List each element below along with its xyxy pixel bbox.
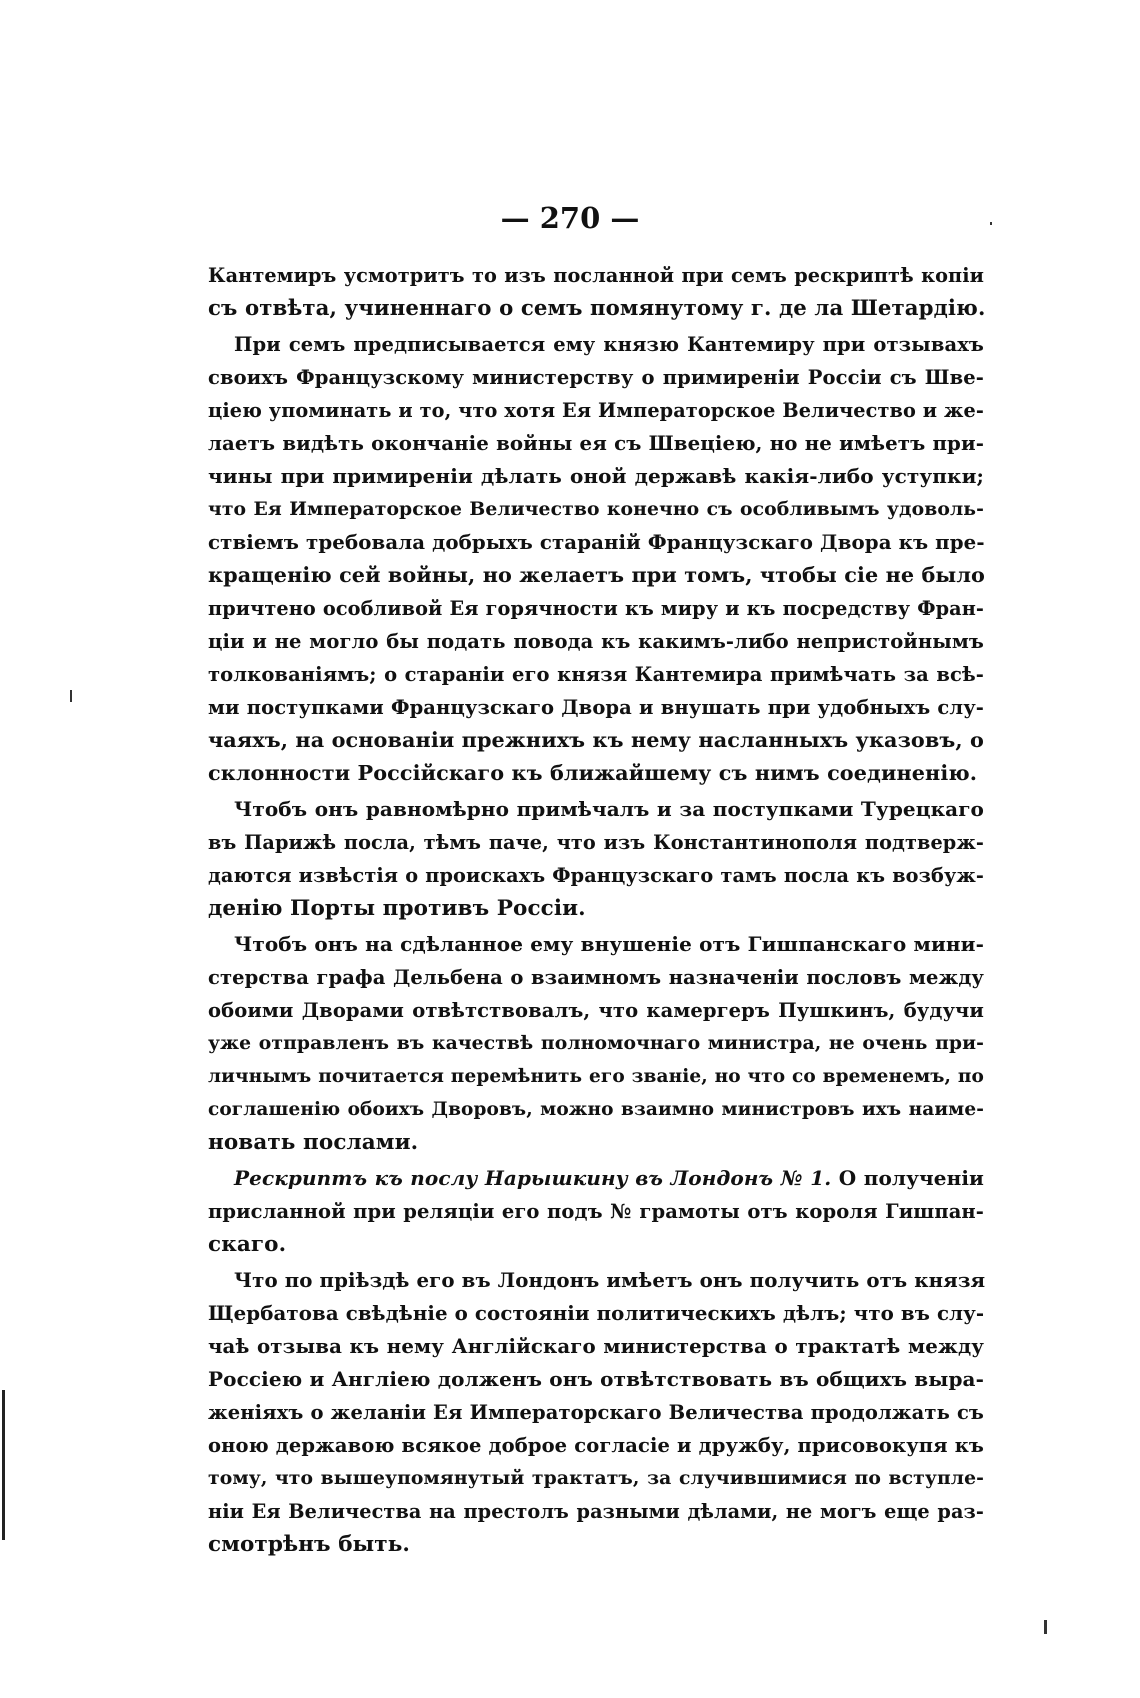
text-line: даются извѣстія о проискахъ Французскаго тамъ посла къ возбуж- bbox=[208, 864, 984, 887]
scan-mark bbox=[1044, 1620, 1047, 1634]
scan-mark bbox=[70, 690, 72, 702]
text-line: Что по пріѣздѣ его въ Лондонъ имѣетъ онъ получить отъ князя bbox=[234, 1268, 986, 1292]
rescript-title: Рескриптъ къ послу Нарышкину въ Лондонъ № 1. bbox=[234, 1166, 832, 1190]
text-line: присланной при реляціи его подъ № грамоты отъ короля Гишпан- bbox=[208, 1200, 984, 1223]
text-line: чины при примиреніи дѣлать оной державѣ какія-либо уступки; bbox=[208, 464, 984, 488]
document-body bbox=[208, 259, 984, 1561]
paragraph bbox=[208, 1264, 984, 1561]
text-line: Чтобъ онъ на сдѣланное ему внушеніе отъ Гишпанскаго мини- bbox=[234, 932, 984, 956]
page-number: — 270 — bbox=[500, 201, 640, 235]
rescript-heading-line bbox=[208, 1162, 984, 1195]
text-line: что Ея Императорское Величество конечно съ особливымъ удоволь- bbox=[208, 498, 984, 520]
text-line: уже отправленъ въ качествѣ полномочнаго министра, не очень при- bbox=[208, 1032, 984, 1054]
text-line: Чтобъ онъ равномѣрно примѣчалъ и за поступками Турецкаго bbox=[234, 797, 984, 821]
rescript-paragraph bbox=[208, 1162, 984, 1261]
text-line: стерства графа Дельбена о взаимномъ назначеніи пословъ между bbox=[208, 966, 984, 989]
paragraph bbox=[208, 928, 984, 1159]
text-line: съ отвѣта, учиненнаго о семъ помянутому г. де ла Шетардію. bbox=[208, 296, 986, 321]
text-line: При семъ предписывается ему князю Кантемиру при отзывахъ bbox=[234, 333, 984, 356]
text-line: причтено особливой Ея горячности къ миру и къ посредству Фран- bbox=[208, 597, 984, 620]
text-line: склонности Россійскаго къ ближайшему съ нимъ соединенію. bbox=[208, 761, 978, 785]
text-line: смотрѣнъ быть. bbox=[208, 1532, 410, 1557]
text-line: чаяхъ, на основаніи прежнихъ къ нему насланныхъ указовъ, о bbox=[208, 728, 984, 752]
text-line: Россіею и Англіею долженъ онъ отвѣтствовать въ общихъ выра- bbox=[208, 1367, 984, 1391]
text-line: тому, что вышеупомянутый трактатъ, за случившимися по вступле- bbox=[208, 1467, 984, 1489]
text-line: лаетъ видѣть окончаніе войны ея съ Швеціею, но не имѣетъ при- bbox=[208, 431, 984, 455]
rescript-title-rest: О полученіи bbox=[838, 1166, 984, 1190]
paragraph bbox=[208, 793, 984, 925]
text-line: толкованіямъ; о стараніи его князя Кантемира примѣчать за всѣ- bbox=[208, 663, 984, 686]
text-line: чаѣ отзыва къ нему Англійскаго министерства о трактатѣ между bbox=[208, 1334, 984, 1358]
text-line: оною державою всякое доброе согласіе и дружбу, присовокупя къ bbox=[208, 1434, 984, 1457]
text-line: въ Парижѣ посла, тѣмъ паче, что изъ Константинополя подтверж- bbox=[208, 831, 984, 854]
text-line: кращенію сей войны, но желаетъ при томъ, чтобы сіе не было bbox=[208, 563, 985, 587]
text-line: ціею упоминать и то, что хотя Ея Императорское Величество и же- bbox=[208, 399, 984, 422]
text-line: своихъ Французскому министерству о примиреніи Россіи съ Шве- bbox=[208, 366, 984, 389]
text-line: ми поступками Французскаго Двора и внушать при удобныхъ слу- bbox=[208, 696, 984, 719]
paragraph bbox=[208, 328, 984, 790]
text-line: обоими Дворами отвѣтствовалъ, что камергеръ Пушкинъ, будучи bbox=[208, 999, 984, 1022]
text-line: Кантемиръ усмотритъ то изъ посланной при семъ рескриптѣ копіи bbox=[208, 264, 984, 287]
text-line: ціи и не могло бы подать повода къ какимъ-либо непристойнымъ bbox=[208, 630, 984, 653]
text-line: женіяхъ о желаніи Ея Императорскаго Величества продолжать съ bbox=[208, 1401, 984, 1424]
text-line: ствіемъ требовала добрыхъ стараній Французскаго Двора къ пре- bbox=[208, 530, 985, 554]
text-line: личнымъ почитается перемѣнить его званіе, но что со временемъ, по bbox=[208, 1066, 984, 1087]
text-line: скаго. bbox=[208, 1232, 287, 1257]
text-line: денію Порты противъ Россіи. bbox=[208, 896, 586, 921]
scan-mark bbox=[990, 222, 992, 225]
text-line: соглашенію обоихъ Дворовъ, можно взаимно министровъ ихъ наиме- bbox=[208, 1099, 984, 1120]
paragraph bbox=[208, 259, 984, 325]
text-line: ніи Ея Величества на престолъ разными дѣлами, не могъ еще раз- bbox=[208, 1500, 984, 1523]
scan-mark bbox=[2, 1390, 5, 1540]
text-line: Щербатова свѣдѣніе о состояніи политическихъ дѣлъ; что въ слу- bbox=[208, 1301, 985, 1325]
text-line: новать послами. bbox=[208, 1130, 419, 1155]
